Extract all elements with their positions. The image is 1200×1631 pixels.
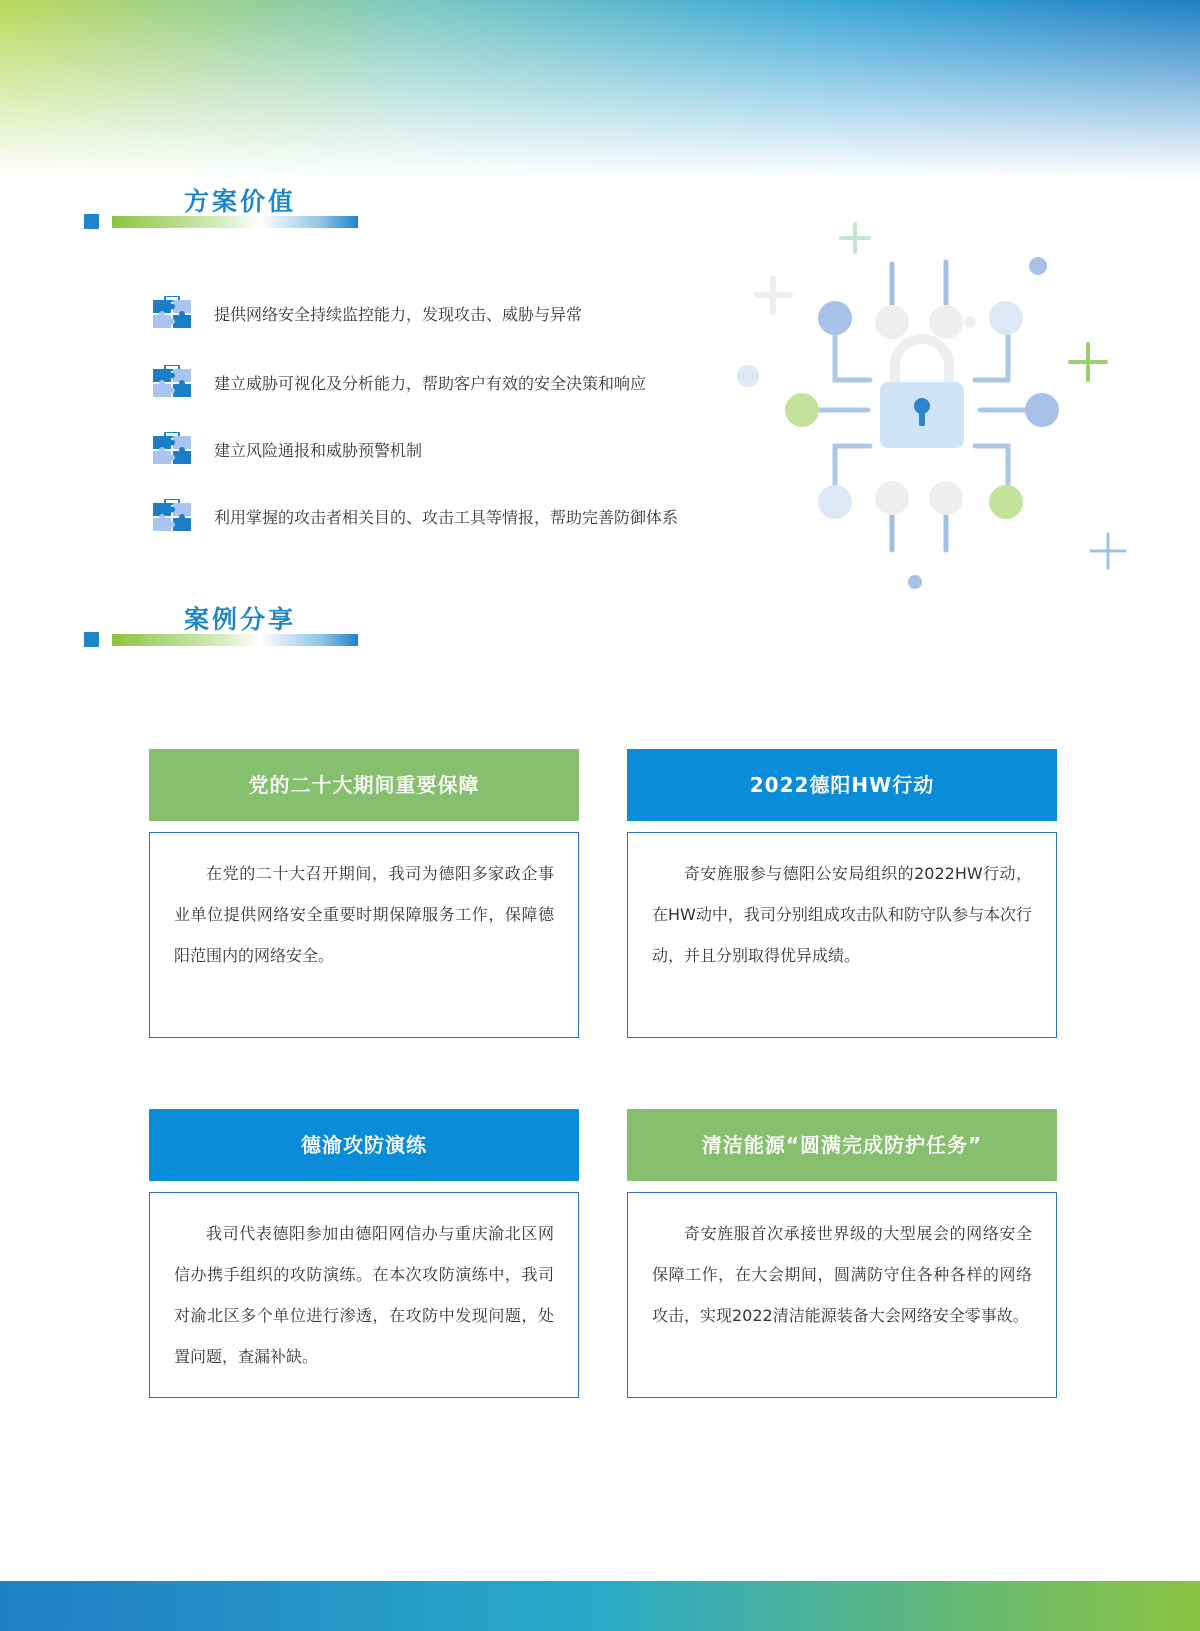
- puzzle-icon: [152, 499, 192, 533]
- case-body: [627, 1192, 1057, 1398]
- case-title: 清洁能源“圆满完成防护任务”: [627, 1109, 1057, 1181]
- value-item: [152, 430, 752, 470]
- case-title: 德渝攻防演练: [149, 1109, 579, 1181]
- top-gradient-band: [0, 0, 1200, 180]
- case-card: [627, 749, 1057, 1038]
- section-title-value: 方案价值: [184, 187, 297, 216]
- value-item-text: 建立威胁可视化及分析能力，帮助客户有效的安全决策和响应: [214, 374, 647, 393]
- case-title: 党的二十大期间重要保障: [149, 749, 579, 821]
- value-item: [152, 294, 752, 334]
- section-header-value: [84, 186, 384, 246]
- case-body-text: 在党的二十大召开期间，我司为德阳多家政企事业单位提供网络安全重要时期保障服务工作，保障德阳范围内的网络安全。: [174, 864, 554, 965]
- case-body: [149, 832, 579, 1038]
- puzzle-icon: [152, 296, 192, 330]
- value-item-text: 提供网络安全持续监控能力，发现攻击、威胁与异常: [214, 305, 583, 324]
- case-body: [149, 1192, 579, 1398]
- case-title: 2022德阳HW行动: [627, 749, 1057, 821]
- puzzle-icon: [152, 432, 192, 466]
- padlock-circuit-icon: [720, 218, 1140, 598]
- value-item-text: 建立风险通报和威胁预警机制: [214, 441, 423, 460]
- value-item: [152, 363, 752, 403]
- case-body-text: 奇安旌服参与德阳公安局组织的2022HW行动，在HW动中，我司分别组成攻击队和防守队参与本次行动，并且分别取得优异成绩。: [652, 864, 1032, 965]
- case-body-text: 奇安旌服首次承接世界级的大型展会的网络安全保障工作，在大会期间，圆满防守住各种各样的网络攻击，实现2022清洁能源装备大会网络安全零事故。: [652, 1224, 1032, 1325]
- section-square-icon: [84, 632, 99, 647]
- case-card: [149, 749, 579, 1038]
- bottom-gradient-band: [0, 1581, 1200, 1631]
- case-card: [627, 1109, 1057, 1398]
- case-card: [149, 1109, 579, 1398]
- case-body-text: 我司代表德阳参加由德阳网信办与重庆渝北区网信办携手组织的攻防演练。在本次攻防演练中，我司对渝北区多个单位进行渗透，在攻防中发现问题，处置问题，查漏补缺。: [174, 1224, 554, 1366]
- value-item: [152, 497, 752, 537]
- case-body: [627, 832, 1057, 1038]
- section-title-cases: 案例分享: [184, 605, 297, 634]
- section-square-icon: [84, 214, 99, 229]
- value-item-text: 利用掌握的攻击者相关目的、攻击工具等情报，帮助完善防御体系: [214, 508, 679, 527]
- section-header-cases: [84, 604, 384, 664]
- puzzle-icon: [152, 365, 192, 399]
